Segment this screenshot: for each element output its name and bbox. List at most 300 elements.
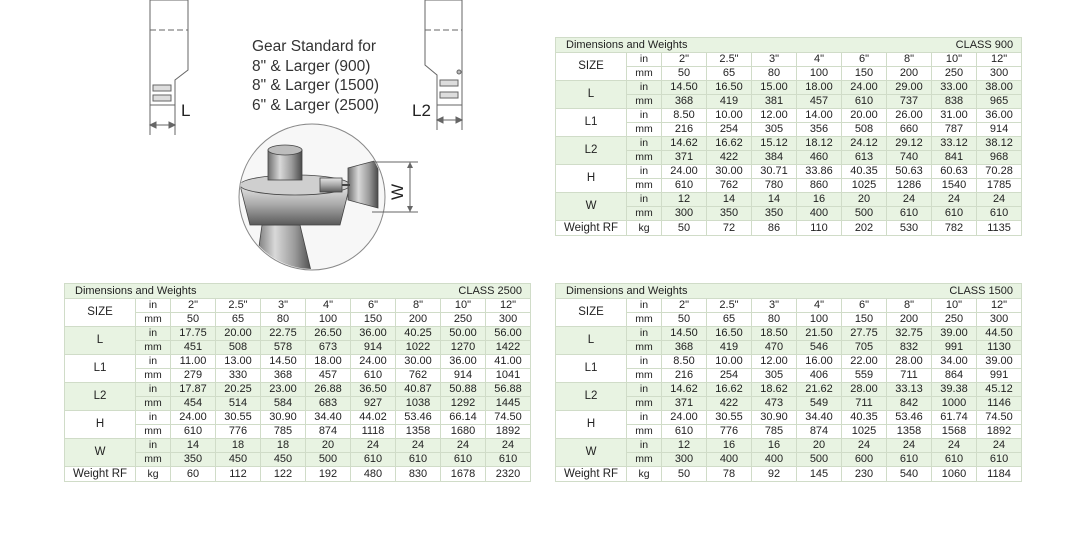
table-cell: 14.00	[797, 109, 842, 123]
table-cell: 2.5"	[707, 299, 752, 313]
table-cell: 991	[977, 369, 1022, 383]
table-cell: 830	[396, 467, 441, 482]
unit-cell: in	[627, 137, 662, 151]
table-cell: 250	[932, 67, 977, 81]
table-cell: 300	[662, 207, 707, 221]
table-cell: 30.55	[216, 411, 261, 425]
table-cell: 16.50	[707, 327, 752, 341]
unit-cell: mm	[627, 397, 662, 411]
table-cell: 460	[797, 151, 842, 165]
table-cell: 300	[977, 67, 1022, 81]
row-label-l: L	[65, 327, 136, 355]
table-cell: 1292	[441, 397, 486, 411]
unit-cell: in	[136, 299, 171, 313]
table-cell: 40.87	[396, 383, 441, 397]
table-cell: 384	[752, 151, 797, 165]
table-cell: 39.38	[932, 383, 977, 397]
table-cell: 13.00	[216, 355, 261, 369]
table-cell: 1130	[977, 341, 1022, 355]
table-cell: 30.90	[261, 411, 306, 425]
table-cell: 24.00	[662, 165, 707, 179]
table-cell: 350	[707, 207, 752, 221]
row-label-l1: L1	[556, 355, 627, 383]
table-cell: 785	[752, 425, 797, 439]
table-cell: 250	[932, 313, 977, 327]
table-cell: 14.50	[261, 355, 306, 369]
table-cell: 41.00	[486, 355, 531, 369]
table-cell: 368	[662, 95, 707, 109]
table-cell: 422	[707, 397, 752, 411]
table-cell: 1568	[932, 425, 977, 439]
row-label-l2: L2	[65, 383, 136, 411]
table-cell: 18	[261, 439, 306, 453]
table-cell: 368	[662, 341, 707, 355]
unit-cell: in	[627, 81, 662, 95]
row-label-weight-rf: Weight RF	[556, 221, 627, 236]
row-label-l: L	[556, 81, 627, 109]
unit-cell: in	[136, 411, 171, 425]
table-cell: 11.00	[171, 355, 216, 369]
table-cell: 24	[486, 439, 531, 453]
unit-cell: mm	[136, 425, 171, 439]
table-cell: 1146	[977, 397, 1022, 411]
table-cell: 50.88	[441, 383, 486, 397]
table-cell: 16	[752, 439, 797, 453]
table-cell: 381	[752, 95, 797, 109]
table-cell: 610	[887, 207, 932, 221]
table-row	[556, 109, 1022, 123]
table-cell: 787	[932, 123, 977, 137]
table-cell: 250	[441, 313, 486, 327]
unit-cell: mm	[627, 207, 662, 221]
table-row	[65, 299, 531, 313]
table-row	[65, 383, 531, 397]
table-cell: 578	[261, 341, 306, 355]
table-title-text: Dimensions and Weights	[75, 284, 197, 297]
table-cell: 350	[752, 207, 797, 221]
table-cell: 1892	[977, 425, 1022, 439]
table-cell: 762	[396, 369, 441, 383]
row-label-w: W	[556, 193, 627, 221]
table-cell: 24.12	[842, 137, 887, 151]
table-cell: 44.02	[351, 411, 396, 425]
unit-cell: mm	[136, 313, 171, 327]
table-cell: 2.5"	[707, 53, 752, 67]
table-cell: 1184	[977, 467, 1022, 482]
dimensions-table-class2500	[64, 283, 531, 482]
table-title-text: Dimensions and Weights	[566, 38, 688, 51]
table-cell: 2"	[662, 53, 707, 67]
table-cell: 50.00	[441, 327, 486, 341]
unit-cell: mm	[136, 397, 171, 411]
table-title	[65, 284, 531, 299]
table-cell: 32.75	[887, 327, 932, 341]
table-cell: 610	[842, 95, 887, 109]
table-cell: 18.00	[797, 81, 842, 95]
table-cell: 6"	[842, 53, 887, 67]
table-cell: 371	[662, 397, 707, 411]
pressure-class-label: CLASS 2500	[458, 284, 523, 297]
table-cell: 451	[171, 341, 216, 355]
unit-cell: in	[627, 193, 662, 207]
table-cell: 1038	[396, 397, 441, 411]
table-cell: 30.00	[707, 165, 752, 179]
table-row	[556, 327, 1022, 341]
table-cell: 50	[662, 467, 707, 482]
row-label-h: H	[556, 165, 627, 193]
table-cell: 842	[887, 397, 932, 411]
table-cell: 24.00	[171, 411, 216, 425]
table-cell: 914	[977, 123, 1022, 137]
table-cell: 16.50	[707, 81, 752, 95]
table-cell: 2.5"	[216, 299, 261, 313]
table-cell: 80	[261, 313, 306, 327]
table-cell: 473	[752, 397, 797, 411]
table-cell: 610	[441, 453, 486, 467]
table-cell: 56.00	[486, 327, 531, 341]
table-row-weight	[556, 221, 1022, 236]
table-title-row	[556, 284, 1022, 299]
table-cell: 33.13	[887, 383, 932, 397]
table-cell: 22.75	[261, 327, 306, 341]
table-cell: 8.50	[662, 109, 707, 123]
table-cell: 24	[887, 439, 932, 453]
table-cell: 419	[707, 341, 752, 355]
table-cell: 1892	[486, 425, 531, 439]
table-cell: 70.28	[977, 165, 1022, 179]
row-label-size: SIZE	[556, 299, 627, 327]
table-cell: 29.00	[887, 81, 932, 95]
unit-cell: mm	[627, 369, 662, 383]
table-cell: 24.00	[351, 355, 396, 369]
table-cell: 20.00	[842, 109, 887, 123]
unit-cell: mm	[627, 313, 662, 327]
unit-cell: in	[627, 355, 662, 369]
table-cell: 330	[216, 369, 261, 383]
table-cell: 530	[887, 221, 932, 236]
table-title-row	[65, 284, 531, 299]
table-cell: 610	[932, 453, 977, 467]
table-cell: 200	[396, 313, 441, 327]
table-cell: 216	[662, 123, 707, 137]
table-cell: 34.40	[306, 411, 351, 425]
note-line: Gear Standard for	[252, 38, 377, 55]
table-cell: 300	[977, 313, 1022, 327]
row-label-h: H	[65, 411, 136, 439]
table-cell: 33.00	[932, 81, 977, 95]
table-row	[556, 299, 1022, 313]
table-cell: 23.00	[261, 383, 306, 397]
unit-cell: in	[627, 327, 662, 341]
unit-cell: mm	[627, 67, 662, 81]
table-cell: 400	[707, 453, 752, 467]
table-cell: 610	[977, 453, 1022, 467]
table-cell: 584	[261, 397, 306, 411]
table-cell: 36.50	[351, 383, 396, 397]
table-cell: 150	[842, 67, 887, 81]
table-cell: 500	[842, 207, 887, 221]
table-cell: 500	[797, 453, 842, 467]
dimension-label-l2: L2	[412, 101, 431, 120]
table-cell: 44.50	[977, 327, 1022, 341]
table-cell: 92	[752, 467, 797, 482]
table-row	[556, 383, 1022, 397]
table-row-weight	[556, 467, 1022, 482]
table-cell: 762	[707, 179, 752, 193]
table-cell: 549	[797, 397, 842, 411]
table-cell: 711	[887, 369, 932, 383]
table-cell: 150	[351, 313, 396, 327]
table-cell: 1358	[396, 425, 441, 439]
table-cell: 26.50	[306, 327, 351, 341]
table-cell: 39.00	[977, 355, 1022, 369]
table-cell: 673	[306, 341, 351, 355]
table-cell: 500	[306, 453, 351, 467]
table-cell: 860	[797, 179, 842, 193]
dimensions-table-class1500	[555, 283, 1022, 482]
table-cell: 300	[662, 453, 707, 467]
table-cell: 16	[707, 439, 752, 453]
table-cell: 705	[842, 341, 887, 355]
table-cell: 40.35	[842, 165, 887, 179]
table-row	[556, 53, 1022, 67]
table-cell: 40.35	[842, 411, 887, 425]
table-cell: 480	[351, 467, 396, 482]
table-cell: 450	[216, 453, 261, 467]
table-cell: 610	[932, 207, 977, 221]
table-cell: 914	[351, 341, 396, 355]
row-label-w: W	[556, 439, 627, 467]
unit-cell: in	[627, 411, 662, 425]
table-cell: 874	[797, 425, 842, 439]
table-cell: 24	[351, 439, 396, 453]
table-cell: 10"	[932, 53, 977, 67]
table-cell: 24	[932, 439, 977, 453]
row-label-l1: L1	[65, 355, 136, 383]
table-cell: 100	[797, 313, 842, 327]
table-cell: 1060	[932, 467, 977, 482]
table-cell: 610	[171, 425, 216, 439]
table-row	[556, 193, 1022, 207]
table-cell: 16	[797, 193, 842, 207]
table-cell: 30.90	[752, 411, 797, 425]
table-cell: 2"	[662, 299, 707, 313]
table-cell: 838	[932, 95, 977, 109]
table-cell: 1025	[842, 179, 887, 193]
table-cell: 17.87	[171, 383, 216, 397]
table-cell: 24	[842, 439, 887, 453]
table-cell: 24	[396, 439, 441, 453]
table-cell: 540	[887, 467, 932, 482]
table-cell: 508	[216, 341, 261, 355]
row-label-h: H	[556, 411, 627, 439]
table-cell: 24	[977, 193, 1022, 207]
table-cell: 16.62	[707, 383, 752, 397]
table-cell: 29.12	[887, 137, 932, 151]
table-cell: 66.14	[441, 411, 486, 425]
table-cell: 508	[842, 123, 887, 137]
table-cell: 991	[932, 341, 977, 355]
table-cell: 30.71	[752, 165, 797, 179]
table-cell: 3"	[261, 299, 306, 313]
table-cell: 422	[707, 151, 752, 165]
table-cell: 419	[707, 95, 752, 109]
table-cell: 14.62	[662, 137, 707, 151]
table-cell: 10.00	[707, 355, 752, 369]
table-cell: 914	[441, 369, 486, 383]
unit-cell: mm	[627, 123, 662, 137]
table-row	[65, 327, 531, 341]
table-cell: 200	[887, 67, 932, 81]
table-cell: 18.00	[306, 355, 351, 369]
table-cell: 14	[707, 193, 752, 207]
table-cell: 1785	[977, 179, 1022, 193]
table-cell: 33.12	[932, 137, 977, 151]
unit-cell: mm	[136, 369, 171, 383]
table-cell: 6"	[351, 299, 396, 313]
table-row	[556, 165, 1022, 179]
table-cell: 8"	[396, 299, 441, 313]
unit-cell: mm	[136, 453, 171, 467]
table-cell: 457	[306, 369, 351, 383]
row-label-w: W	[65, 439, 136, 467]
table-cell: 14	[171, 439, 216, 453]
dimensions-table-class900	[555, 37, 1022, 236]
table-cell: 546	[797, 341, 842, 355]
table-cell: 21.62	[797, 383, 842, 397]
table-cell: 12"	[486, 299, 531, 313]
table-cell: 24	[441, 439, 486, 453]
table-cell: 1445	[486, 397, 531, 411]
table-cell: 968	[977, 151, 1022, 165]
table-cell: 457	[797, 95, 842, 109]
table-cell: 14.50	[662, 81, 707, 95]
table-cell: 112	[216, 467, 261, 482]
table-cell: 368	[261, 369, 306, 383]
table-cell: 780	[752, 179, 797, 193]
unit-cell: mm	[627, 425, 662, 439]
table-cell: 1000	[932, 397, 977, 411]
table-cell: 74.50	[486, 411, 531, 425]
note-line: 8" & Larger (900)	[252, 57, 371, 75]
note-line: 8" & Larger (1500)	[252, 77, 379, 94]
table-row	[556, 355, 1022, 369]
table-cell: 72	[707, 221, 752, 236]
table-cell: 3"	[752, 299, 797, 313]
row-label-l1: L1	[556, 109, 627, 137]
table-cell: 782	[932, 221, 977, 236]
table-cell: 12	[662, 439, 707, 453]
table-cell: 50	[662, 67, 707, 81]
table-cell: 110	[797, 221, 842, 236]
table-cell: 39.00	[932, 327, 977, 341]
row-label-l2: L2	[556, 137, 627, 165]
table-cell: 711	[842, 397, 887, 411]
table-cell: 776	[216, 425, 261, 439]
table-cell: 470	[752, 341, 797, 355]
row-label-weight-rf: Weight RF	[556, 467, 627, 482]
table-cell: 33.86	[797, 165, 842, 179]
table-cell: 20.25	[216, 383, 261, 397]
table-cell: 30.55	[707, 411, 752, 425]
table-cell: 145	[797, 467, 842, 482]
table-cell: 610	[351, 453, 396, 467]
table-cell: 80	[752, 67, 797, 81]
table-cell: 36.00	[441, 355, 486, 369]
table-cell: 305	[752, 123, 797, 137]
table-cell: 20.00	[216, 327, 261, 341]
table-cell: 8"	[887, 299, 932, 313]
unit-cell: in	[627, 53, 662, 67]
table-cell: 22.00	[842, 355, 887, 369]
table-cell: 279	[171, 369, 216, 383]
row-label-size: SIZE	[556, 53, 627, 81]
table-row	[65, 355, 531, 369]
table-cell: 27.75	[842, 327, 887, 341]
unit-cell: kg	[627, 221, 662, 236]
table-cell: 53.46	[887, 411, 932, 425]
table-cell: 230	[842, 467, 887, 482]
table-cell: 8.50	[662, 355, 707, 369]
unit-cell: in	[627, 165, 662, 179]
table-cell: 18.12	[797, 137, 842, 151]
table-row	[65, 439, 531, 453]
table-cell: 18.62	[752, 383, 797, 397]
table-cell: 65	[707, 313, 752, 327]
unit-cell: in	[627, 383, 662, 397]
table-cell: 60	[171, 467, 216, 482]
table-cell: 927	[351, 397, 396, 411]
table-cell: 24.00	[662, 411, 707, 425]
table-cell: 65	[216, 313, 261, 327]
table-cell: 34.40	[797, 411, 842, 425]
table-cell: 14	[752, 193, 797, 207]
table-cell: 10"	[932, 299, 977, 313]
unit-cell: mm	[627, 341, 662, 355]
table-cell: 15.12	[752, 137, 797, 151]
unit-cell: mm	[627, 179, 662, 193]
table-cell: 30.00	[396, 355, 441, 369]
table-cell: 1680	[441, 425, 486, 439]
unit-cell: in	[136, 327, 171, 341]
table-cell: 356	[797, 123, 842, 137]
table-cell: 34.00	[932, 355, 977, 369]
table-cell: 38.00	[977, 81, 1022, 95]
table-cell: 60.63	[932, 165, 977, 179]
table-cell: 610	[396, 453, 441, 467]
table-cell: 832	[887, 341, 932, 355]
table-cell: 12.00	[752, 109, 797, 123]
table-cell: 400	[797, 207, 842, 221]
table-cell: 12.00	[752, 355, 797, 369]
table-cell: 40.25	[396, 327, 441, 341]
table-cell: 305	[752, 369, 797, 383]
table-cell: 610	[977, 207, 1022, 221]
table-cell: 1025	[842, 425, 887, 439]
table-cell: 150	[842, 313, 887, 327]
table-cell: 14.50	[662, 327, 707, 341]
table-row-weight	[65, 467, 531, 482]
table-cell: 1286	[887, 179, 932, 193]
table-row	[65, 411, 531, 425]
table-cell: 16.62	[707, 137, 752, 151]
table-cell: 1358	[887, 425, 932, 439]
table-cell: 86	[752, 221, 797, 236]
table-cell: 20	[306, 439, 351, 453]
table-cell: 1135	[977, 221, 1022, 236]
pressure-class-label: CLASS 1500	[949, 284, 1014, 297]
table-cell: 20	[797, 439, 842, 453]
